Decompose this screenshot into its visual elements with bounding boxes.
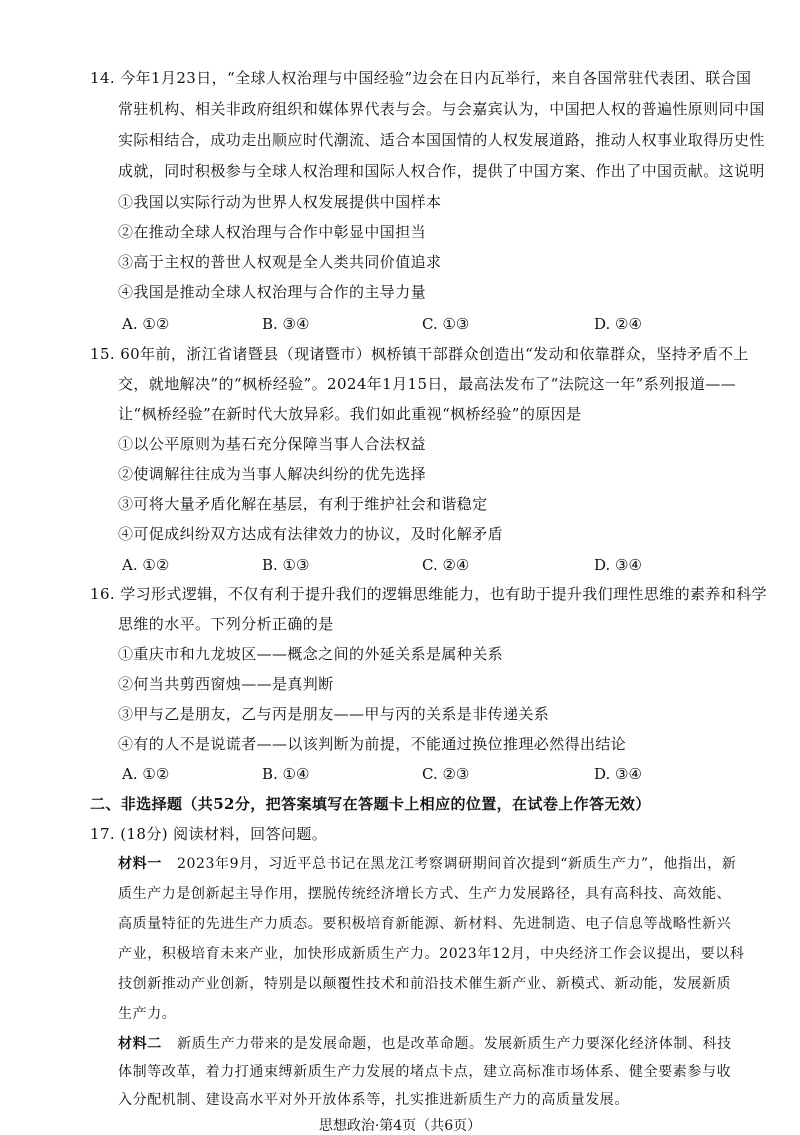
q17-material-1-line-6: 生产力。 — [118, 1006, 177, 1022]
q14-item-1: ①我国以实际行动为世界人权发展提供中国样本 — [118, 193, 442, 211]
q17-material-1-line-3: 高质量特征的先进生产力质态。要积极培育新能源、新材料、先进制造、电子信息等战略性新兴 — [118, 916, 732, 932]
q16-item-2: ②何当共剪西窗烛——是真判断 — [118, 675, 334, 693]
q16-stem-line-1: 16. 学习形式逻辑，不仅有利于提升我们的逻辑思维能力，也有助于提升我们理性思维的素养和科学 — [90, 585, 768, 603]
q14-stem-line-1: 14. 今年1月23日，“全球人权治理与中国经验”边会在日内瓦举行，来自各国常驻代表团、联合国 — [90, 69, 752, 87]
q17-material-1-text-1: 2023年9月，习近平总书记在黑龙江考察调研期间首次提到“新质生产力”，他指出，新 — [176, 856, 737, 872]
q17-material-2-line-2: 体制等改革，着力打通束缚新质生产力发展的堵点卡点，建立高标准市场体系、健全要素参与收 — [118, 1064, 732, 1080]
q16-item-1: ①重庆市和九龙坡区——概念之间的外延关系是属种关系 — [118, 645, 504, 663]
q15-item-1: ①以公平原则为基石充分保障当事人合法权益 — [118, 435, 427, 453]
q14-item-3: ③高于主权的普世人权观是全人类共同价值追求 — [118, 253, 442, 271]
q15-item-3: ③可将大量矛盾化解在基层，有利于维护社会和谐稳定 — [118, 495, 488, 513]
q17-material-1-line-5: 技创新推动产业创新，特别是以颠覆性技术和前沿技术催生新产业、新模式、新动能，发展新质 — [118, 976, 732, 992]
q14-item-4: ④我国是推动全球人权治理与合作的主导力量 — [118, 283, 427, 301]
q15-option-d: D. ③④ — [594, 556, 642, 574]
q15-option-c: C. ②④ — [422, 556, 470, 574]
q16-item-4: ④有的人不是说谎者——以该判断为前提，不能通过换位推理必然得出结论 — [118, 735, 627, 753]
footer-page-number: 思想政治·第4页（共6页） — [318, 1118, 482, 1134]
q14-stem-line-3: 实际相结合，成功走出顺应时代潮流、适合本国国情的人权发展道路，推动人权事业取得历史性 — [118, 131, 765, 149]
q15-option-b: B. ①③ — [262, 556, 310, 574]
q14-stem-line-4: 成就，同时积极参与全球人权治理和国际人权合作，提供了中国方案、作出了中国贡献。这说明 — [118, 162, 765, 180]
q17-header: 17. (18分) 阅读材料，回答问题。 — [90, 825, 328, 843]
q14-option-c: C. ①③ — [422, 315, 470, 333]
q17-material-1-label: 材料一 — [118, 856, 162, 872]
q14-stem-line-2: 常驻机构、相关非政府组织和媒体界代表与会。与会嘉宾认为，中国把人权的普遍性原则同中国 — [118, 100, 765, 118]
q15-item-2: ②使调解往往成为当事人解决纠纷的优先选择 — [118, 465, 427, 483]
q15-stem-line-2: 交，就地解决”的“枫桥经验”。2024年1月15日，最高法发布了“法院这一年”系列报道—— — [118, 375, 737, 393]
q15-stem-line-1: 15. 60年前，浙江省诸暨县（现诸暨市）枫桥镇干部群众创造出“发动和依靠群众，坚持矛盾不上 — [90, 345, 749, 363]
section-2-heading: 二、非选择题（共52分，把答案填写在答题卡上相应的位置，在试卷上作答无效） — [90, 795, 651, 813]
q15-item-4: ④可促成纠纷双方达成有法律效力的协议，及时化解矛盾 — [118, 525, 504, 543]
q15-option-a: A. ①② — [122, 556, 170, 574]
q17-material-1-line-2: 质生产力是创新起主导作用，摆脱传统经济增长方式、生产力发展路径，具有高科技、高效能、 — [118, 886, 732, 902]
q14-item-2: ②在推动全球人权治理与合作中彰显中国担当 — [118, 223, 427, 241]
q16-option-a: A. ①② — [122, 765, 170, 783]
q15-stem-line-3: 让“枫桥经验”在新时代大放异彩。我们如此重视“枫桥经验”的原因是 — [118, 405, 582, 423]
q16-option-d: D. ③④ — [594, 765, 642, 783]
q16-option-b: B. ①④ — [262, 765, 310, 783]
q17-material-1-line-1 — [118, 854, 736, 874]
q17-material-2-label: 材料二 — [118, 1036, 162, 1052]
q14-option-d: D. ②④ — [594, 315, 642, 333]
q17-material-1-line-4: 产业，积极培育未来产业，加快形成新质生产力。2023年12月，中央经济工作会议提出，要以科 — [118, 946, 745, 962]
q14-option-a: A. ①② — [122, 315, 170, 333]
q17-material-2-line-3: 入分配机制、建设高水平对外开放体系等，扎实推进新质生产力的高质量发展。 — [118, 1092, 629, 1108]
q16-option-c: C. ②③ — [422, 765, 470, 783]
q17-material-2-line-1 — [118, 1034, 732, 1054]
q16-stem-line-2: 思维的水平。下列分析正确的是 — [118, 615, 334, 633]
q16-item-3: ③甲与乙是朋友，乙与丙是朋友——甲与丙的关系是非传递关系 — [118, 705, 550, 723]
q17-material-2-text-1: 新质生产力带来的是发展命题，也是改革命题。发展新质生产力要深化经济体制、科技 — [176, 1036, 732, 1052]
q14-option-b: B. ③④ — [262, 315, 310, 333]
